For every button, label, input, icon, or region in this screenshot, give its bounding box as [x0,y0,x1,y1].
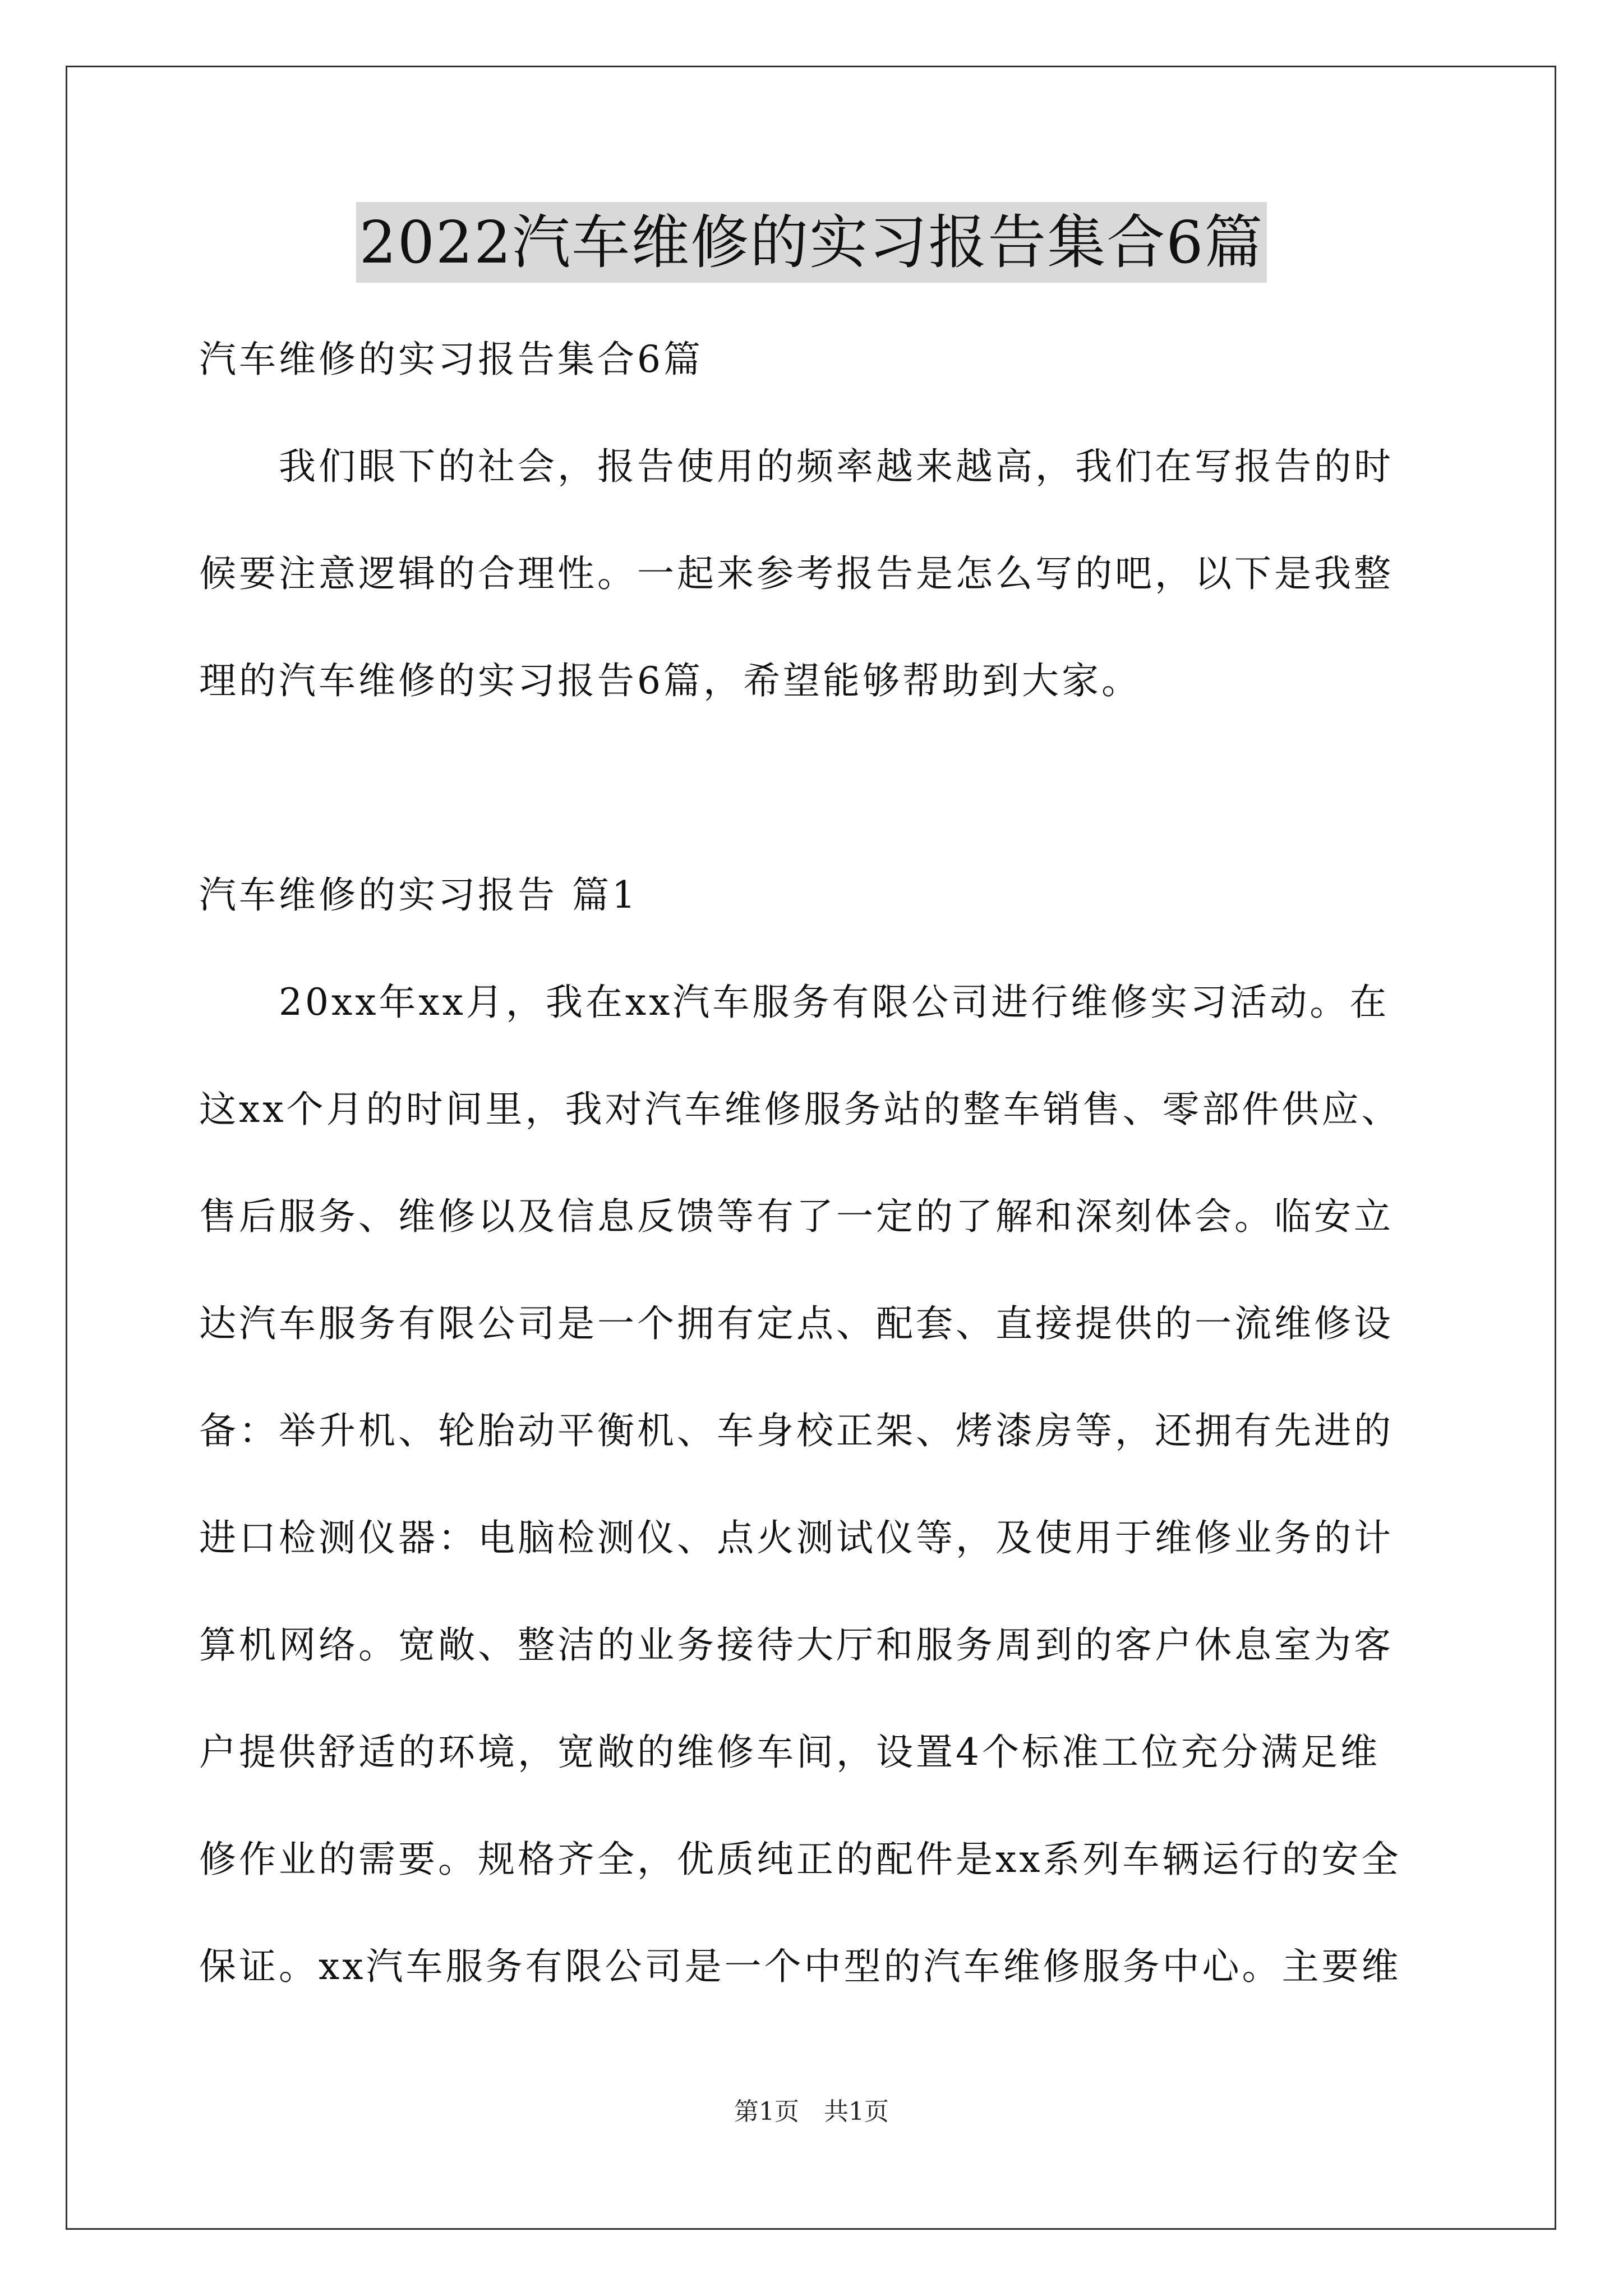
document-body [199,306,1430,2020]
body-line: 户提供舒适的环境，宽敞的维修车间，设置4个标准工位充分满足维 [199,1731,1380,1774]
title-area [0,202,1623,283]
body-line: 达汽车服务有限公司是一个拥有定点、配套、直接提供的一流维修设 [199,1302,1394,1345]
intro-line: 理的汽车维修的实习报告6篇，希望能够帮助到大家。 [199,659,1141,702]
page-number: 第1页 共1页 [734,2097,889,2126]
body-line: 备：举升机、轮胎动平衡机、车身校正架、烤漆房等，还拥有先进的 [199,1409,1394,1452]
body-line: 修作业的需要。规格齐全，优质纯正的配件是xx系列车辆运行的安全 [199,1838,1401,1881]
document-title: 2022汽车维修的实习报告集合6篇 [356,202,1267,283]
intro-line: 候要注意逻辑的合理性。一起来参考报告是怎么写的吧，以下是我整 [199,552,1394,595]
body-line: 这xx个月的时间里，我对汽车维修服务站的整车销售、零部件供应、 [199,1088,1401,1131]
page-footer [0,2095,1623,2129]
body-line: 售后服务、维修以及信息反馈等有了一定的了解和深刻体会。临安立 [199,1195,1394,1238]
body-line: 进口检测仪器：电脑检测仪、点火测试仪等，及使用于维修业务的计 [199,1516,1394,1559]
intro-line: 我们眼下的社会，报告使用的频率越来越高，我们在写报告的时 [279,445,1394,488]
subtitle: 汽车维修的实习报告集合6篇 [199,338,703,381]
body-line: 保证。xx汽车服务有限公司是一个中型的汽车维修服务中心。主要维 [199,1945,1401,1988]
body-line: 20xx年xx月，我在xx汽车服务有限公司进行维修实习活动。在 [279,981,1390,1024]
body-line: 算机网络。宽敞、整洁的业务接待大厅和服务周到的客户休息室为客 [199,1623,1394,1667]
section-heading: 汽车维修的实习报告 篇1 [199,873,638,917]
blank-line [199,734,1430,841]
